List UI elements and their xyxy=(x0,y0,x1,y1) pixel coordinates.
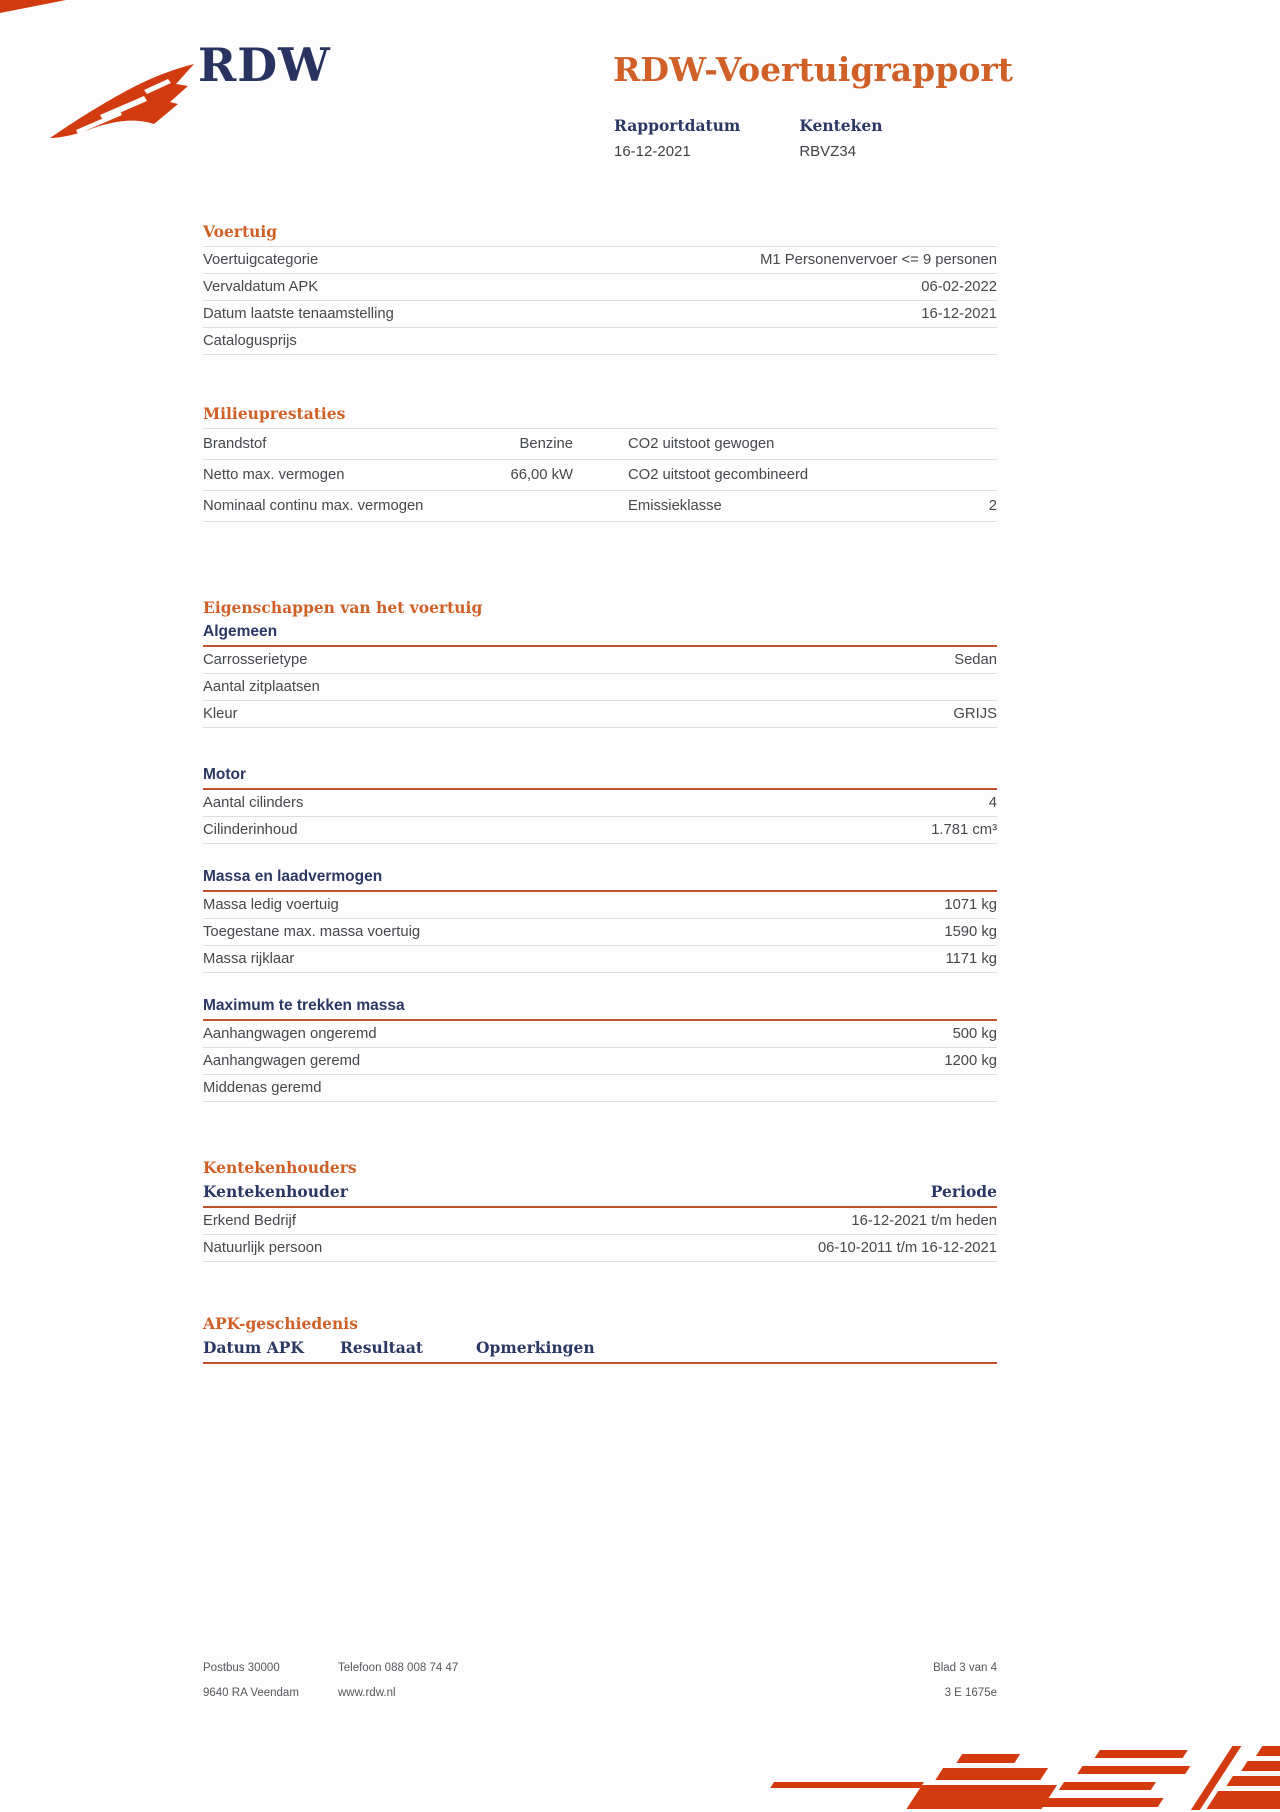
footer-page-indicator: Blad 3 van 4 xyxy=(933,1662,997,1674)
row-label: Massa rijklaar xyxy=(203,951,295,967)
row-label: Carrosserietype xyxy=(203,652,308,668)
data-row xyxy=(203,1075,997,1102)
kenteken-block xyxy=(799,116,882,160)
report-date-block xyxy=(614,116,740,160)
row-label: CO2 uitstoot gewogen xyxy=(628,436,775,452)
footer-address xyxy=(203,1662,338,1699)
section-kentekenhouders xyxy=(203,1158,997,1262)
corner-accent-icon xyxy=(0,0,70,16)
footer-phone: Telefoon 088 008 74 47 xyxy=(338,1662,459,1674)
section-title-voertuig: Voertuig xyxy=(203,222,278,241)
row-value: 1.781 cm³ xyxy=(931,822,997,838)
row-label: Toegestane max. massa voertuig xyxy=(203,924,421,940)
row-pair-left xyxy=(203,498,573,514)
section-title-milieuprestaties: Milieuprestaties xyxy=(203,404,346,423)
voertuig-rows xyxy=(203,246,997,355)
kenteken-label: Kenteken xyxy=(799,116,883,135)
row-label: Netto max. vermogen xyxy=(203,467,345,483)
rows-container xyxy=(203,790,997,844)
apk-table-header xyxy=(203,1338,997,1364)
row-value: 16-12-2021 xyxy=(921,306,997,322)
row-value: 06-10-2011 t/m 16-12-2021 xyxy=(817,1240,997,1256)
section-milieuprestaties xyxy=(203,404,997,522)
row-label: Emissieklasse xyxy=(628,498,722,514)
data-row xyxy=(203,647,997,674)
row-label: Kleur xyxy=(203,706,238,722)
report-date-label: Rapportdatum xyxy=(614,116,741,135)
rdw-wordmark: RDW xyxy=(198,38,331,92)
row-label: Voertuigcategorie xyxy=(203,252,319,268)
section-title-eigenschappen: Eigenschappen van het voertuig xyxy=(203,598,483,617)
row-label: Natuurlijk persoon xyxy=(203,1240,323,1256)
row-label: Middenas geremd xyxy=(203,1080,322,1096)
column-header-opmerkingen: Opmerkingen xyxy=(476,1338,595,1357)
row-pair-right xyxy=(628,467,997,483)
kentekenhouders-table-header xyxy=(203,1182,997,1208)
row-pair-left xyxy=(203,436,573,452)
row-label: Vervaldatum APK xyxy=(203,279,319,295)
data-row xyxy=(203,946,997,973)
row-label: Aantal zitplaatsen xyxy=(203,679,320,695)
row-value: 1200 kg xyxy=(944,1053,997,1069)
data-row xyxy=(203,491,997,522)
rdw-stripes-icon xyxy=(650,1742,1280,1812)
kenteken-value: RBVZ34 xyxy=(799,143,857,160)
data-row xyxy=(203,674,997,701)
rows-container xyxy=(203,647,997,728)
eigenschappen-subsections xyxy=(203,623,997,1102)
data-row xyxy=(203,247,997,274)
rows-container xyxy=(203,1021,997,1102)
page-footer xyxy=(203,1662,997,1699)
row-label: Aanhangwagen geremd xyxy=(203,1053,361,1069)
page-title: RDW-Voertuigrapport xyxy=(613,50,1013,89)
subsection-title: Maximum te trekken massa xyxy=(203,997,405,1014)
rows-container xyxy=(203,892,997,973)
row-label: Aantal cilinders xyxy=(203,795,304,811)
row-value: Benzine xyxy=(519,436,573,452)
data-row xyxy=(203,790,997,817)
row-label: Catalogusprijs xyxy=(203,333,297,349)
row-label: Massa ledig voertuig xyxy=(203,897,339,913)
report-date-value: 16-12-2021 xyxy=(614,143,691,160)
row-value: 16-12-2021 t/m heden xyxy=(851,1213,997,1229)
section-title-kentekenhouders: Kentekenhouders xyxy=(203,1158,357,1177)
column-header-resultaat: Resultaat xyxy=(340,1338,424,1357)
row-pair-right xyxy=(628,498,997,514)
footer-website: www.rdw.nl xyxy=(338,1687,396,1699)
data-row xyxy=(203,460,997,491)
row-value: 66,00 kW xyxy=(510,467,573,483)
rdw-swoosh-icon xyxy=(48,58,198,142)
section-apk-geschiedenis xyxy=(203,1314,997,1364)
subsection-algemeen xyxy=(203,623,997,728)
data-row xyxy=(203,1048,997,1075)
row-value: 4 xyxy=(988,795,997,811)
footer-page-info xyxy=(933,1662,997,1699)
footer-city: 9640 RA Veendam xyxy=(203,1687,299,1699)
column-header-datum-apk: Datum APK xyxy=(203,1338,304,1357)
subsection-massa-en-laadvermogen xyxy=(203,868,997,973)
data-row xyxy=(203,919,997,946)
row-label: Nominaal continu max. vermogen xyxy=(203,498,424,514)
row-label: Cilinderinhoud xyxy=(203,822,298,838)
row-value: 1590 kg xyxy=(944,924,997,940)
row-label: Erkend Bedrijf xyxy=(203,1213,296,1229)
row-value: 500 kg xyxy=(952,1026,997,1042)
row-value: 1171 kg xyxy=(945,951,997,967)
data-row xyxy=(203,274,997,301)
row-label: Brandstof xyxy=(203,436,267,452)
section-eigenschappen xyxy=(203,598,997,1102)
data-row xyxy=(203,1021,997,1048)
row-value: GRIJS xyxy=(953,706,997,722)
row-value: 1071 kg xyxy=(944,897,997,913)
data-row xyxy=(203,701,997,728)
data-row xyxy=(203,1208,997,1235)
subsection-motor xyxy=(203,766,997,844)
data-row xyxy=(203,817,997,844)
data-row xyxy=(203,301,997,328)
row-pair-right xyxy=(628,436,997,452)
footer-postbus: Postbus 30000 xyxy=(203,1662,280,1674)
row-label: CO2 uitstoot gecombineerd xyxy=(628,467,809,483)
row-value: Sedan xyxy=(954,652,997,668)
subsection-title: Motor xyxy=(203,766,247,783)
footer-form-code: 3 E 1675e xyxy=(944,1687,997,1699)
row-value: 06-02-2022 xyxy=(921,279,997,295)
row-pair-left xyxy=(203,467,573,483)
row-value: 2 xyxy=(988,498,997,514)
footer-contact xyxy=(338,1662,933,1699)
section-title-apk: APK-geschiedenis xyxy=(203,1314,358,1333)
milieuprestaties-rows xyxy=(203,428,997,522)
report-meta xyxy=(614,116,883,160)
row-label: Datum laatste tenaamstelling xyxy=(203,306,394,322)
data-row xyxy=(203,892,997,919)
row-label: Aanhangwagen ongeremd xyxy=(203,1026,377,1042)
data-row xyxy=(203,328,997,355)
data-row xyxy=(203,1235,997,1262)
column-header-kentekenhouder: Kentekenhouder xyxy=(203,1182,348,1201)
subsection-maximum-te-trekken-massa xyxy=(203,997,997,1102)
row-value: M1 Personenvervoer <= 9 personen xyxy=(760,252,997,268)
column-header-periode: Periode xyxy=(930,1182,997,1201)
subsection-title: Massa en laadvermogen xyxy=(203,868,383,885)
data-row xyxy=(203,429,997,460)
subsection-title: Algemeen xyxy=(203,623,278,640)
kentekenhouders-rows xyxy=(203,1208,997,1262)
section-voertuig xyxy=(203,222,997,355)
